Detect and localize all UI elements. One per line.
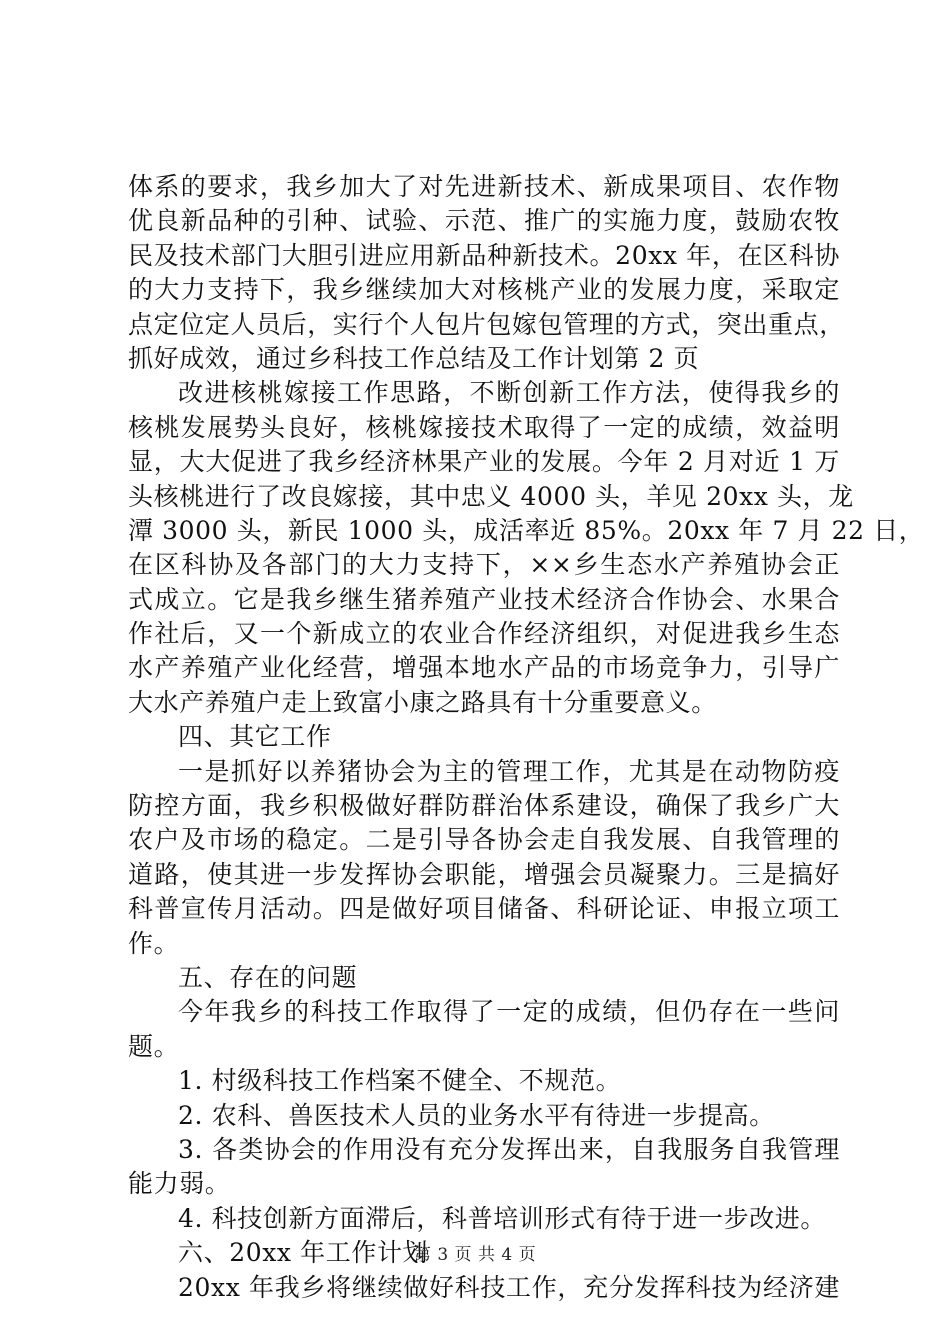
text-line: 能力弱。 [128,1169,231,1199]
text-line: 改进核桃嫁接工作思路，不断创新工作方法，使得我乡的 [178,378,840,408]
text-line: 防控方面，我乡积极做好群防群治体系建设，确保了我乡广大 [128,791,840,821]
text-line: 作。 [128,928,180,958]
text-line: 式成立。它是我乡继生猪养殖产业技术经济合作协会、水果合 [128,584,840,614]
page-footer [0,1244,950,1266]
text-line: 体系的要求，我乡加大了对先进新技术、新成果项目、农作物 [128,172,840,201]
text-line: 水产养殖产业化经营，增强本地水产品的市场竞争力，引导广 [128,653,840,683]
text-line: 大水产养殖户走上致富小康之路具有十分重要意义。 [128,687,717,717]
text-line: 的大力支持下，我乡继续加大对核桃产业的发展力度，采取定 [128,275,840,305]
text-line: 科普宣传月活动。四是做好项目储备、科研论证、申报立项工 [128,894,840,924]
text-line: 农户及市场的稳定。二是引导各协会走自我发展、自我管理的 [128,825,840,855]
text-line: 四、其它工作 [178,722,332,752]
text-line: 头核桃进行了改良嫁接，其中忠义 4000 头，羊见 20xx 头，龙 [128,481,854,511]
text-line: 2. 农科、兽医技术人员的业务水平有待进一步提高。 [178,1100,775,1130]
text-line: 六、20xx 年工作计划 [178,1238,429,1268]
text-line: 五、存在的问题 [178,962,358,992]
text-line: 20xx 年我乡将继续做好科技工作，充分发挥科技为经济建 [178,1272,840,1302]
text-line: 3. 各类协会的作用没有充分发挥出来，自我服务自我管理 [178,1134,840,1164]
text-line: 道路，使其进一步发挥协会职能，增强会员凝聚力。三是搞好 [128,859,840,889]
text-line: 抓好成效，通过乡科技工作总结及工作计划第 2 页 [128,343,700,373]
text-line: 民及技术部门大胆引进应用新品种新技术。20xx 年，在区科协 [128,240,840,270]
text-line: 一是抓好以养猪协会为主的管理工作，尤其是在动物防疫 [178,756,840,786]
text-line: 题。 [128,1031,180,1061]
text-line: 显，大大促进了我乡经济林果产业的发展。今年 2 月对近 1 万 [128,447,840,477]
text-line: 1. 村级科技工作档案不健全、不规范。 [178,1066,622,1096]
text-line: 作社后，又一个新成立的农业合作经济组织，对促进我乡生态 [128,619,840,649]
text-line: 点定位定人员后，实行个人包片包嫁包管理的方式，突出重点， [128,309,845,339]
text-line: 潭 3000 头，新民 1000 头，成活率近 85%。20xx 年 7 月 22 日， [128,515,925,545]
text-line: 在区科协及各部门的大力支持下，××乡生态水产养殖协会正 [128,550,840,580]
text-line: 核桃发展势头良好，核桃嫁接技术取得了一定的成绩，效益明 [128,412,840,442]
document-body [128,170,925,1305]
text-line: 4. 科技创新方面滞后，科普培训形式有待于进一步改进。 [178,1203,827,1233]
text-line: 优良新品种的引种、试验、示范、推广的实施力度，鼓励农牧 [128,206,840,236]
text-line: 今年我乡的科技工作取得了一定的成绩，但仍存在一些问 [178,997,840,1027]
page-number-label: 第 3 页 共 4 页 [413,1245,537,1265]
